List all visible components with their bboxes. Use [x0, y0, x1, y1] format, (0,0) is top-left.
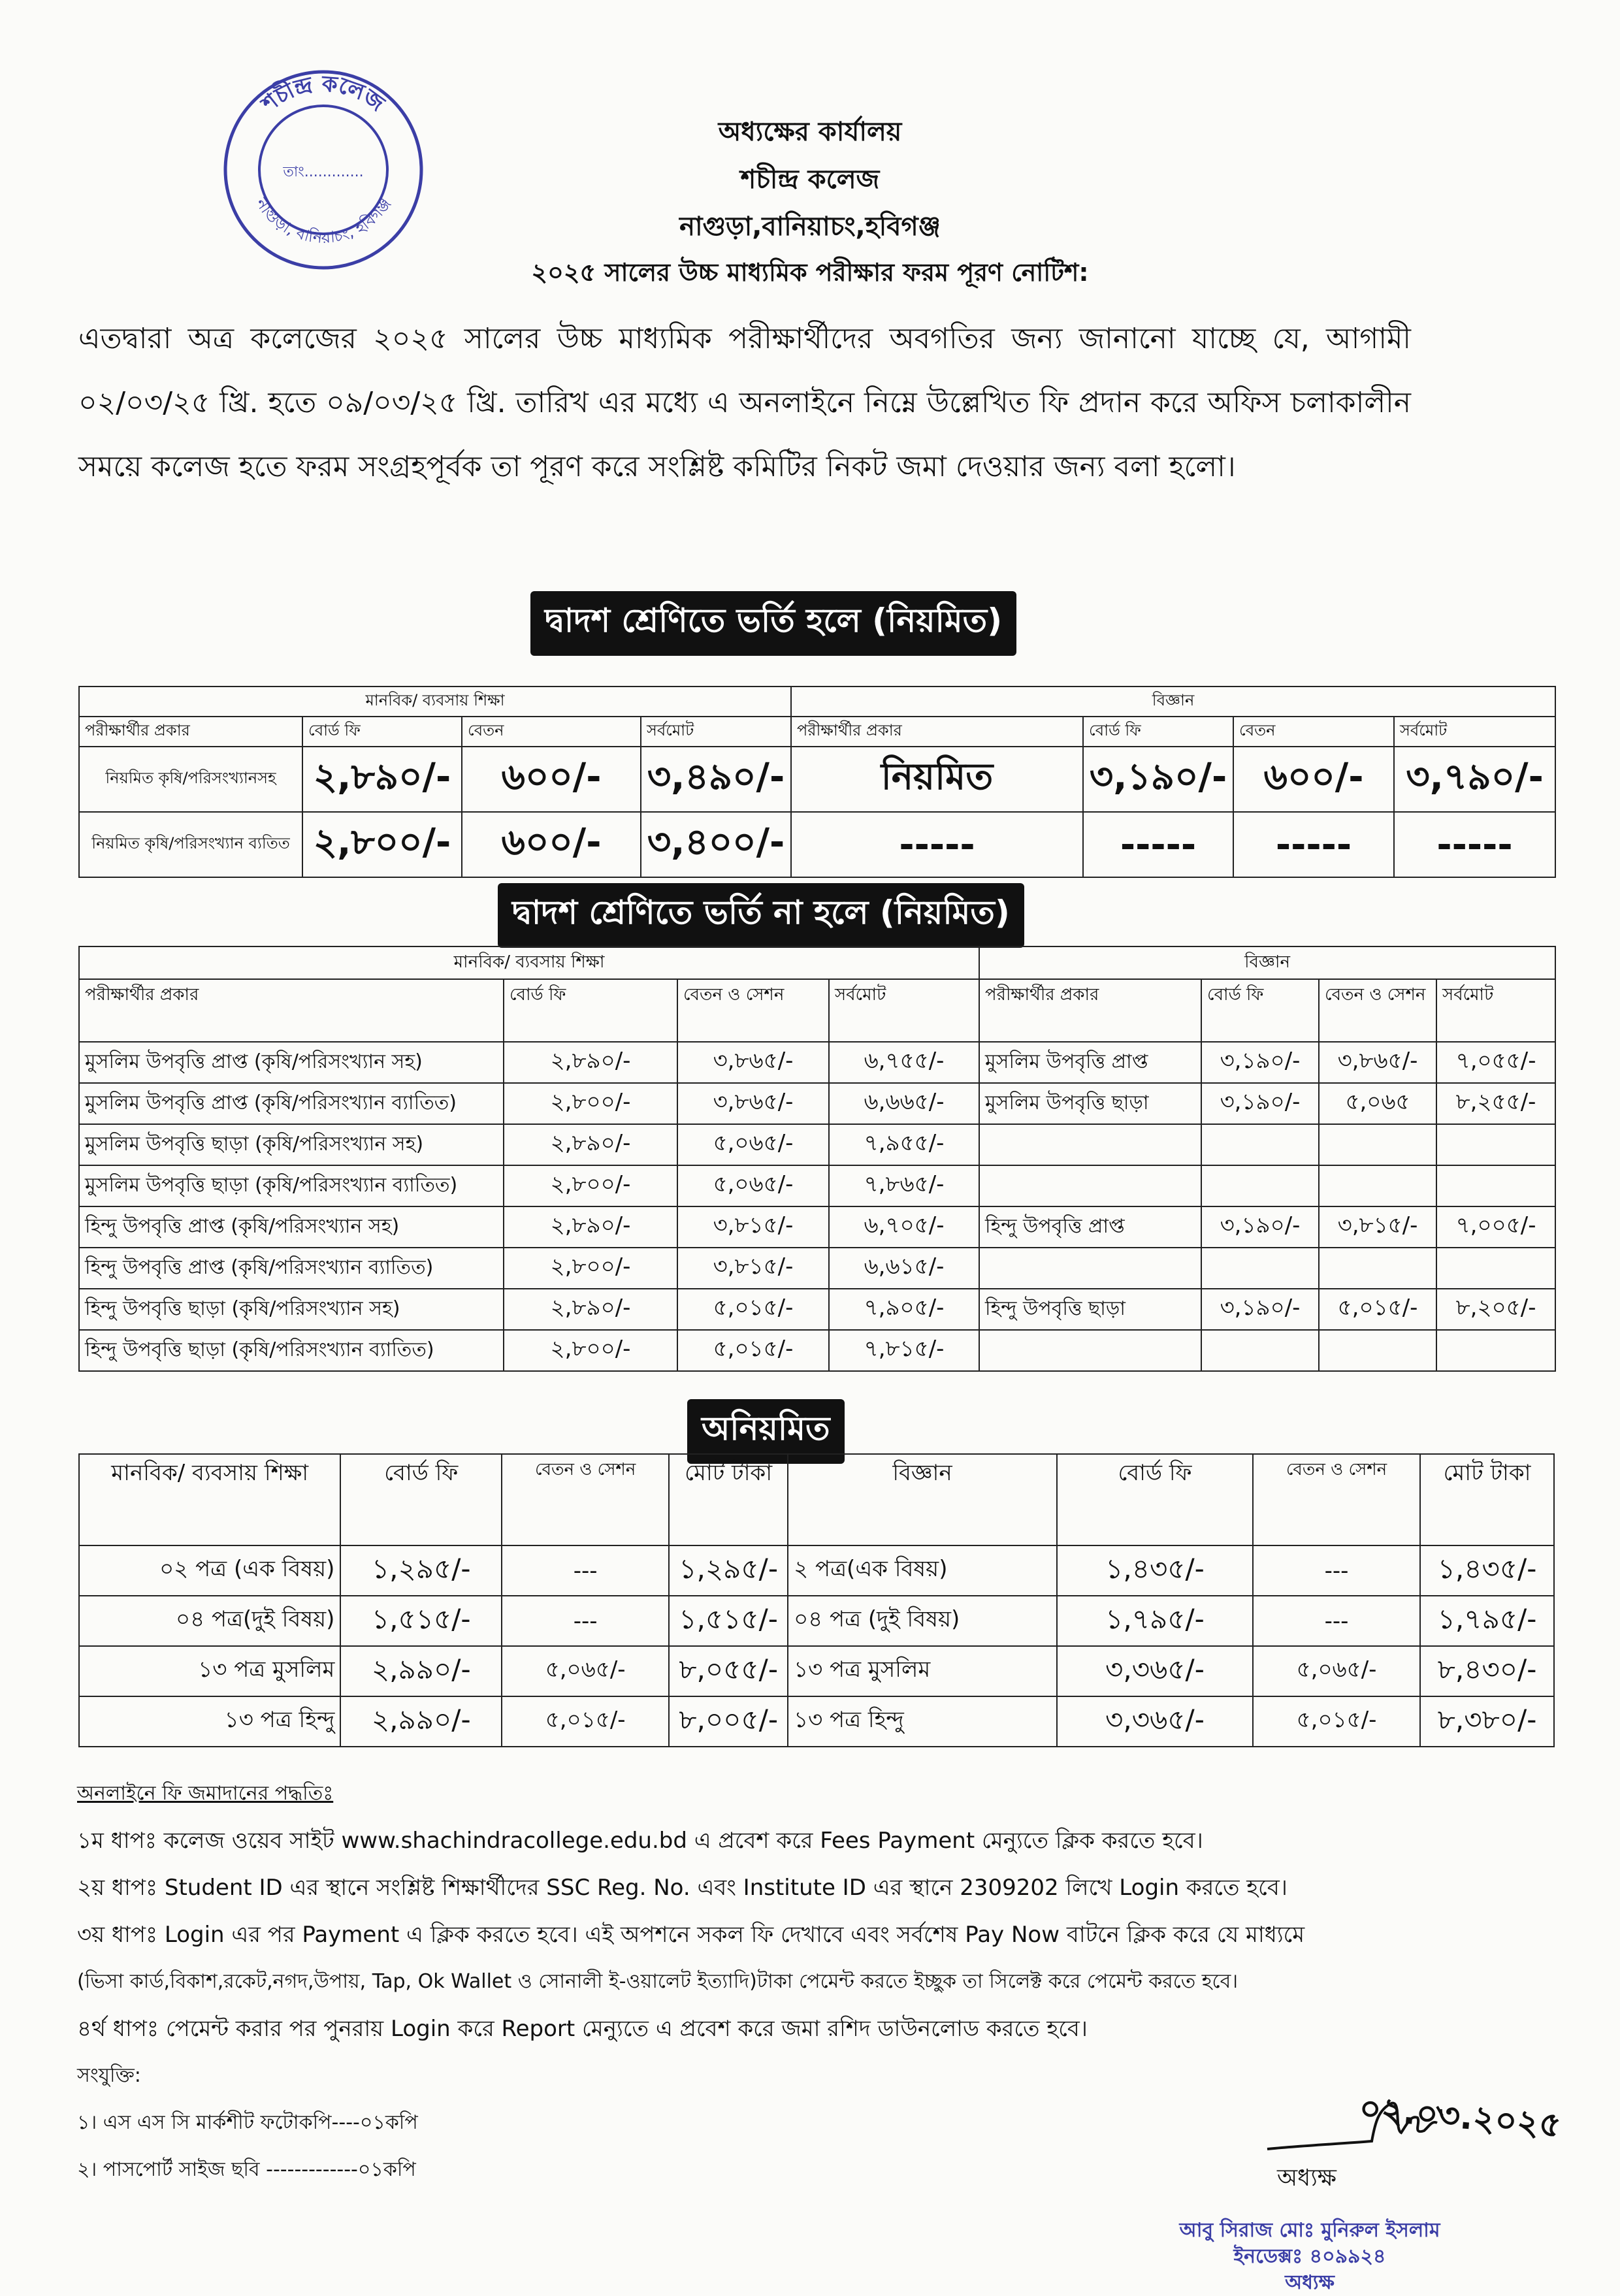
s3-col: বোর্ড ফি [340, 1454, 502, 1545]
section3-table [78, 1453, 1555, 1747]
s3-session: --- [502, 1545, 669, 1596]
s2-s-session: ৩,৮৬৫/- [1319, 1042, 1436, 1083]
payment-step: (ভিসা কার্ড,বিকাশ,রকেট,নগদ,উপায়, Tap, Ok Wallet ও সোনালী ই-ওয়ালেট ইত্যাদি)টাকা পেমেন্ট করতে ইচ্ছুক তা সিলেক্ট করে পেমেন্ট করতে হবে। [77, 1970, 1239, 1993]
payment-step: ২য় ধাপঃ Student ID এর স্থানে সংশ্লিষ্ট শিক্ষার্থীদের SSC Reg. No. এবং Institute ID এর স্থানে 2309202 লিখে Login করতে হবে। [77, 1875, 1288, 1901]
s1-s-board: ৩,১৯০/- [1083, 747, 1233, 812]
s2-session: ৩,৮৬৫/- [677, 1042, 829, 1083]
s1-s-board: ----- [1083, 812, 1233, 877]
s2-s-board [1201, 1124, 1319, 1165]
seal-name: শচীন্দ্র কলেজ [257, 71, 389, 118]
s3-total: ১,২৯৫/- [669, 1545, 788, 1596]
s2-s-total [1436, 1330, 1555, 1371]
s3-s-board: ৩,৩৬৫/- [1057, 1696, 1253, 1747]
s1-col: বেতন [462, 717, 641, 747]
s2-s-total [1436, 1248, 1555, 1289]
s2-type: মুসলিম উপবৃত্তি ছাড়া (কৃষি/পরিসংখ্যান সহ) [79, 1124, 504, 1165]
s3-session: ৫,০১৫/- [502, 1696, 669, 1747]
principal-stamp-name: আবু সিরাজ মোঃ মুনিরুল ইসলাম [1179, 2219, 1440, 2242]
s2-s-total: ৮,২৫৫/- [1436, 1083, 1555, 1124]
s2-right-head: বিজ্ঞান [979, 946, 1555, 979]
payment-step: ৪র্থ ধাপঃ পেমেন্ট করার পর পুনরায় Login করে Report মেন্যুতে এ প্রবেশ করে জমা রশিদ ডাউনলোড করতে হবে। [77, 2016, 1088, 2042]
table-row [79, 747, 1555, 812]
section2-banner: দ্বাদশ শ্রেণিতে ভর্তি না হলে (নিয়মিত) [498, 883, 1024, 948]
s2-board: ২,৮৯০/- [504, 1289, 677, 1330]
s3-s-session: --- [1253, 1596, 1420, 1646]
s1-col: বোর্ড ফি [302, 717, 462, 747]
s1-col: পরীক্ষার্থীর প্রকার [791, 717, 1083, 747]
s2-col: বেতন ও সেশন [1319, 979, 1436, 1042]
s2-s-type: মুসলিম উপবৃত্তি প্রাপ্ত [979, 1042, 1201, 1083]
s1-col: সর্বমোট [641, 717, 791, 747]
s3-total: ১,৫১৫/- [669, 1596, 788, 1646]
s1-s-salary: ৬০০/- [1233, 747, 1394, 812]
s2-s-total: ৭,০৫৫/- [1436, 1042, 1555, 1083]
s2-col: বেতন ও সেশন [677, 979, 829, 1042]
s3-col: বোর্ড ফি [1057, 1454, 1253, 1545]
s2-s-type [979, 1330, 1201, 1371]
s1-board: ২,৮০০/- [302, 812, 462, 877]
s3-type: ০৪ পত্র(দুই বিষয়) [79, 1596, 340, 1646]
s2-s-board [1201, 1330, 1319, 1371]
s2-s-type [979, 1165, 1201, 1206]
s2-left-head: মানবিক/ ব্যবসায় শিক্ষা [79, 946, 979, 979]
s3-s-total: ১,৪৩৫/- [1420, 1545, 1554, 1596]
s3-board: ১,২৯৫/- [340, 1545, 502, 1596]
s2-board: ২,৮০০/- [504, 1248, 677, 1289]
s2-col: সর্বমোট [1436, 979, 1555, 1042]
s2-s-board: ৩,১৯০/- [1201, 1206, 1319, 1248]
s2-type: হিন্দু উপবৃত্তি ছাড়া (কৃষি/পরিসংখ্যান সহ) [79, 1289, 504, 1330]
section2-table [78, 946, 1556, 1372]
s2-type: হিন্দু উপবৃত্তি প্রাপ্ত (কৃষি/পরিসংখ্যান সহ) [79, 1206, 504, 1248]
s3-col: মোট টাকা [669, 1454, 788, 1545]
section3-banner: অনিয়মিত [687, 1399, 845, 1464]
s1-col: বোর্ড ফি [1083, 717, 1233, 747]
s2-s-board: ৩,১৯০/- [1201, 1289, 1319, 1330]
s2-session: ৩,৮৬৫/- [677, 1083, 829, 1124]
s3-s-type: ১৩ পত্র মুসলিম [788, 1646, 1057, 1696]
s3-col: বেতন ও সেশন [502, 1454, 669, 1545]
s2-type: মুসলিম উপবৃত্তি ছাড়া (কৃষি/পরিসংখ্যান ব্যাতিত) [79, 1165, 504, 1206]
s1-s-type: নিয়মিত [791, 747, 1083, 812]
s2-board: ২,৮৯০/- [504, 1042, 677, 1083]
signature-title: অধ্যক্ষ [1277, 2165, 1336, 2191]
table-row [79, 1124, 1555, 1165]
s3-s-session: ৫,০৬৫/- [1253, 1646, 1420, 1696]
s2-s-session: ৫,০১৫/- [1319, 1289, 1436, 1330]
s2-s-session [1319, 1248, 1436, 1289]
section1-table [78, 686, 1556, 878]
s2-board: ২,৮৯০/- [504, 1124, 677, 1165]
s2-col: পরীক্ষার্থীর প্রকার [79, 979, 504, 1042]
s3-col: বিজ্ঞান [788, 1454, 1057, 1545]
s3-session: --- [502, 1596, 669, 1646]
s1-s-total: ৩,৭৯০/- [1394, 747, 1555, 812]
table-row [79, 812, 1555, 877]
s3-total: ৮,০৫৫/- [669, 1646, 788, 1696]
s3-s-total: ৮,৪৩০/- [1420, 1646, 1554, 1696]
s3-s-session: ৫,০১৫/- [1253, 1696, 1420, 1747]
s2-s-total [1436, 1165, 1555, 1206]
s2-s-board [1201, 1248, 1319, 1289]
s1-salary: ৬০০/- [462, 812, 641, 877]
s2-total: ৭,৯৫৫/- [829, 1124, 979, 1165]
table-row [79, 1042, 1555, 1083]
s3-board: ২,৯৯০/- [340, 1696, 502, 1747]
s2-s-type [979, 1248, 1201, 1289]
s1-salary: ৬০০/- [462, 747, 641, 812]
principal-stamp [1163, 2218, 1457, 2296]
s1-board: ২,৮৯০/- [302, 747, 462, 812]
s1-s-salary: ----- [1233, 812, 1394, 877]
table-row [79, 1289, 1555, 1330]
intro-paragraph: এতদ্বারা অত্র কলেজের ২০২৫ সালের উচ্চ মাধ্যমিক পরীক্ষার্থীদের অবগতির জন্য জানানো যাচ্ছে যে, আগামী ০২/০৩/২৫ খ্রি. হতে ০৯/০৩/২৫ খ্রি. তারিখ এর মধ্যে এ অনলাইনে নিম্নে উল্লেখিত ফি প্রদান করে অফিস চলাকালীন সময়ে কলেজ হতে ফরম সংগ্রহপূর্বক তা পূরণ করে সংশ্লিষ্ট কমিটির নিকট জমা দেওয়ার জন্য বলা হলো। [78, 322, 1411, 483]
s2-s-session: ৩,৮১৫/- [1319, 1206, 1436, 1248]
s3-col: মোট টাকা [1420, 1454, 1554, 1545]
table-row [79, 1083, 1555, 1124]
s1-right-head: বিজ্ঞান [791, 687, 1555, 717]
college-name: শচীন্দ্র কলেজ [740, 165, 880, 195]
s2-s-session: ৫,০৬৫ [1319, 1083, 1436, 1124]
s1-s-type: ----- [791, 812, 1083, 877]
notice-title: ২০২৫ সালের উচ্চ মাধ্যমিক পরীক্ষার ফরম পূরণ নোটিশ: [531, 258, 1089, 287]
attachments-heading: সংযুক্তি: [77, 2064, 141, 2087]
s3-col: মানবিক/ ব্যবসায় শিক্ষা [79, 1454, 340, 1545]
office-title: অধ্যক্ষের কার্যালয় [718, 117, 902, 147]
s2-session: ৫,০১৫/- [677, 1330, 829, 1371]
payment-heading: অনলাইনে ফি জমাদানের পদ্ধতিঃ [77, 1782, 334, 1805]
s2-s-type: হিন্দু উপবৃত্তি প্রাপ্ত [979, 1206, 1201, 1248]
table-row [79, 1545, 1554, 1596]
s1-s-total: ----- [1394, 812, 1555, 877]
payment-step: ৩য় ধাপঃ Login এর পর Payment এ ক্লিক করতে হবে। এই অপশনে সকল ফি দেখাবে এবং সর্বশেষ Pay Now বাটনে ক্লিক করে যে মাধ্যমে [77, 1922, 1305, 1948]
s2-total: ৭,৮১৫/- [829, 1330, 979, 1371]
s2-session: ৩,৮১৫/- [677, 1248, 829, 1289]
table-row [79, 1248, 1555, 1289]
s3-s-board: ১,৭৯৫/- [1057, 1596, 1253, 1646]
s2-total: ৭,৯০৫/- [829, 1289, 979, 1330]
s2-type: মুসলিম উপবৃত্তি প্রাপ্ত (কৃষি/পরিসংখ্যান সহ) [79, 1042, 504, 1083]
s2-col: বোর্ড ফি [504, 979, 677, 1042]
principal-stamp-title: অধ্যক্ষ [1285, 2271, 1335, 2294]
s3-s-board: ১,৪৩৫/- [1057, 1545, 1253, 1596]
s3-col: বেতন ও সেশন [1253, 1454, 1420, 1545]
s3-s-type: ২ পত্র(এক বিষয়) [788, 1545, 1057, 1596]
s1-type: নিয়মিত কৃষি/পরিসংখ্যান ব্যতিত [79, 812, 302, 877]
signature-date: ০২.০৩.২০২৫ [1357, 2088, 1563, 2146]
s3-total: ৮,০০৫/- [669, 1696, 788, 1747]
table-row [79, 1206, 1555, 1248]
s2-s-board: ৩,১৯০/- [1201, 1083, 1319, 1124]
s2-total: ৬,৬১৫/- [829, 1248, 979, 1289]
s2-session: ৩,৮১৫/- [677, 1206, 829, 1248]
s1-col: সর্বমোট [1394, 717, 1555, 747]
seal-place: নাগুড়া, বানিয়াচং, হবিগঞ্জ [252, 195, 395, 247]
s2-type: হিন্দু উপবৃত্তি ছাড়া (কৃষি/পরিসংখ্যান ব্যাতিত) [79, 1330, 504, 1371]
s1-col: বেতন [1233, 717, 1394, 747]
s2-total: ৬,৬৬৫/- [829, 1083, 979, 1124]
s3-s-total: ৮,৩৮০/- [1420, 1696, 1554, 1747]
s2-col: সর্বমোট [829, 979, 979, 1042]
s2-s-session [1319, 1124, 1436, 1165]
attachment-item: ২। পাসপোর্ট সাইজ ছবি -------------০১কপি [77, 2158, 416, 2181]
table-row [79, 1330, 1555, 1371]
s2-col: বোর্ড ফি [1201, 979, 1319, 1042]
s2-s-session [1319, 1330, 1436, 1371]
principal-stamp-index: ইনডেক্সঃ ৪০৯৯২৪ [1233, 2245, 1386, 2268]
s2-total: ৭,৮৬৫/- [829, 1165, 979, 1206]
payment-step: ১ম ধাপঃ কলেজ ওয়েব সাইট www.shachindracollege.edu.bd এ প্রবেশ করে Fees Payment মেন্যুতে ক্লিক করতে হবে। [77, 1828, 1203, 1854]
s2-s-total: ৭,০০৫/- [1436, 1206, 1555, 1248]
s3-type: ১৩ পত্র হিন্দু [79, 1696, 340, 1747]
s3-type: ১৩ পত্র মুসলিম [79, 1646, 340, 1696]
section1-banner: দ্বাদশ শ্রেণিতে ভর্তি হলে (নিয়মিত) [530, 591, 1016, 656]
s2-s-board: ৩,১৯০/- [1201, 1042, 1319, 1083]
s2-type: মুসলিম উপবৃত্তি প্রাপ্ত (কৃষি/পরিসংখ্যান ব্যাতিত) [79, 1083, 504, 1124]
s1-col: পরীক্ষার্থীর প্রকার [79, 717, 302, 747]
s2-s-type: হিন্দু উপবৃত্তি ছাড়া [979, 1289, 1201, 1330]
s3-s-session: --- [1253, 1545, 1420, 1596]
s3-s-board: ৩,৩৬৫/- [1057, 1646, 1253, 1696]
s2-session: ৫,০৬৫/- [677, 1124, 829, 1165]
s3-s-total: ১,৭৯৫/- [1420, 1596, 1554, 1646]
s1-total: ৩,৪৯০/- [641, 747, 791, 812]
s3-board: ২,৯৯০/- [340, 1646, 502, 1696]
s2-board: ২,৮০০/- [504, 1330, 677, 1371]
s1-total: ৩,৪০০/- [641, 812, 791, 877]
seal-date-label: তাং............. [283, 164, 364, 180]
college-address: নাগুড়া,বানিয়াচং,হবিগঞ্জ [679, 212, 941, 242]
s3-type: ০২ পত্র (এক বিষয়) [79, 1545, 340, 1596]
table-row [79, 1165, 1555, 1206]
s1-left-head: মানবিক/ ব্যবসায় শিক্ষা [79, 687, 791, 717]
table-row [79, 1596, 1554, 1646]
s2-col: পরীক্ষার্থীর প্রকার [979, 979, 1201, 1042]
s3-board: ১,৫১৫/- [340, 1596, 502, 1646]
s2-session: ৫,০১৫/- [677, 1289, 829, 1330]
s2-board: ২,৮৯০/- [504, 1206, 677, 1248]
s2-s-board [1201, 1165, 1319, 1206]
s3-s-type: ০৪ পত্র (দুই বিষয়) [788, 1596, 1057, 1646]
s2-s-type [979, 1124, 1201, 1165]
table-row [79, 1646, 1554, 1696]
s2-s-total [1436, 1124, 1555, 1165]
s2-s-type: মুসলিম উপবৃত্তি ছাড়া [979, 1083, 1201, 1124]
s2-session: ৫,০৬৫/- [677, 1165, 829, 1206]
s2-s-total: ৮,২০৫/- [1436, 1289, 1555, 1330]
s3-s-type: ১৩ পত্র হিন্দু [788, 1696, 1057, 1747]
s2-s-session [1319, 1165, 1436, 1206]
s1-type: নিয়মিত কৃষি/পরিসংখ্যানসহ [79, 747, 302, 812]
s2-board: ২,৮০০/- [504, 1165, 677, 1206]
table-row [79, 1696, 1554, 1747]
s2-type: হিন্দু উপবৃত্তি প্রাপ্ত (কৃষি/পরিসংখ্যান ব্যাতিত) [79, 1248, 504, 1289]
attachment-item: ১। এস এস সি মার্কশীট ফটোকপি----০১কপি [77, 2111, 418, 2134]
s2-board: ২,৮০০/- [504, 1083, 677, 1124]
s2-total: ৬,৭৫৫/- [829, 1042, 979, 1083]
s2-total: ৬,৭০৫/- [829, 1206, 979, 1248]
s3-session: ৫,০৬৫/- [502, 1646, 669, 1696]
